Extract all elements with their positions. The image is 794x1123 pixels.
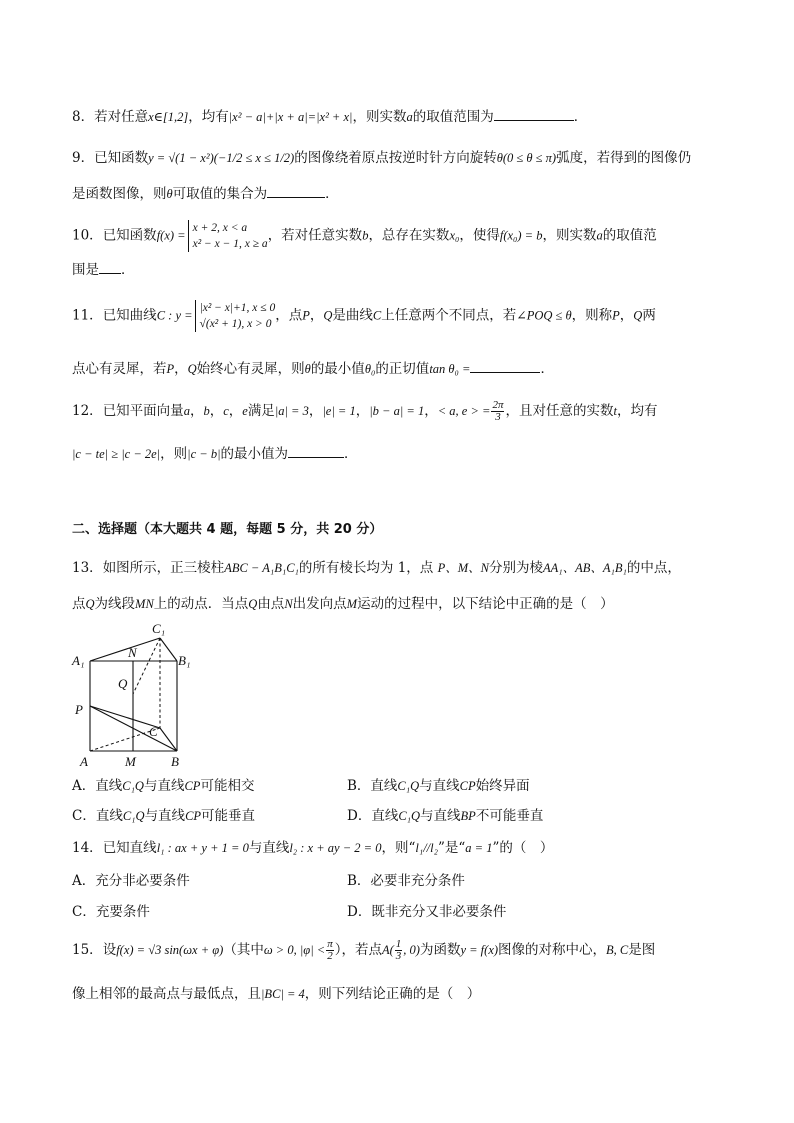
question-15-line2 (72, 983, 722, 1005)
q9-text: ． (325, 186, 339, 202)
q8-number: 8． (72, 109, 95, 125)
q15-math: y = f(x) (460, 943, 499, 957)
option-math: BP (460, 809, 476, 823)
q13-math: Q (85, 597, 95, 611)
q11-math: θ₀ (364, 362, 376, 376)
option-text: 与直线 (143, 778, 185, 794)
fraction-numerator: 1 (395, 938, 402, 950)
case-line: x + 2, x < a (192, 222, 248, 234)
q12-text: 满足 (247, 403, 275, 419)
q14-number: 14． (72, 840, 103, 856)
question-13-line2 (72, 593, 722, 615)
fraction-denominator: 2 (327, 950, 333, 962)
q13-text: 分别为棱 (488, 560, 543, 576)
q15-math: |BC| = 4 (261, 987, 305, 1001)
q9-math: θ(0 ≤ θ ≤ π) (496, 151, 557, 165)
option-math: C₁Q (398, 809, 421, 823)
q9-text: 已知函数 (94, 150, 149, 166)
q9-math: y = √(1 − x²) (148, 151, 214, 165)
label-b: B (171, 754, 179, 769)
q12-math: |b − a| = 1 (369, 404, 425, 418)
q12-math: |c − b| (187, 447, 221, 461)
q12-text: 已知平面向量 (102, 403, 184, 419)
option-d[interactable] (347, 806, 543, 826)
q11-math: tan θ₀ = (429, 362, 471, 376)
answer-blank[interactable] (470, 358, 540, 373)
q13-text: 的所有棱长均为 1，点 (298, 560, 438, 576)
q15-text: ），若点 (334, 942, 382, 958)
q11-text: 已知曲线 (102, 307, 157, 324)
option-text: 与直线 (419, 778, 460, 794)
q11-piecewise (195, 300, 276, 332)
q11-text: 点心有灵犀，若 (72, 361, 167, 377)
question-12-line2 (72, 443, 722, 465)
question-12 (72, 400, 722, 423)
q11-text: ， (174, 361, 188, 377)
option-text: C．直线 (72, 808, 123, 824)
question-9-line2 (72, 183, 722, 205)
q15-text: ，则下列结论正确的是（ ） (304, 986, 481, 1002)
q15-text: 像上相邻的最高点与最低点，且 (72, 986, 261, 1002)
q10-math: f(x) = (156, 228, 186, 243)
q13-math: ABC − A₁B₁C₁ (224, 561, 299, 575)
q15-text: 图像的对称中心， (498, 942, 607, 958)
q12-math: e (242, 404, 248, 418)
answer-blank[interactable] (99, 259, 121, 274)
q15-fraction (326, 939, 334, 962)
fraction-denominator: 3 (495, 411, 501, 423)
question-14 (72, 837, 722, 859)
case-line: |x² − x|+1, x ≤ 0 (199, 302, 276, 314)
q13-text: 出发向点 (292, 596, 347, 612)
q13-text: 的中点， (626, 560, 681, 576)
option-d[interactable]: D．既非充分又非必要条件 (347, 904, 507, 920)
q15-text: 是图 (628, 942, 656, 958)
q14-text: 与直线 (248, 840, 290, 856)
q8-text: 若对任意 (94, 109, 149, 125)
label-c1: C₁ (152, 621, 166, 636)
answer-blank[interactable] (288, 443, 344, 458)
q10-math: a (596, 228, 603, 243)
q11-math: C : y = (156, 308, 193, 323)
option-text: 与直线 (420, 808, 461, 824)
q10-text: ，若对任意实数 (267, 227, 363, 244)
q9-text: 是函数图像，则 (72, 186, 167, 202)
q13-math: N (284, 597, 293, 611)
option-text: B．直线 (347, 778, 398, 794)
q15-math: ω > 0, |φ| < (263, 943, 326, 957)
q8-text: ，均有 (188, 109, 229, 125)
q15-math: B, C (606, 943, 629, 957)
q12-fraction (491, 400, 504, 423)
q12-number: 12． (72, 403, 103, 419)
q9-text: 弧度，若得到的图像仍 (556, 150, 692, 166)
q15-math: A( (381, 943, 394, 957)
segment-c1-q (133, 638, 160, 694)
question-10 (72, 220, 722, 252)
q14-text: ”是“ (437, 840, 466, 856)
q15-fraction (395, 939, 403, 962)
q13-math: P、M、N (437, 561, 489, 575)
q11-text: ，则称 (571, 307, 613, 324)
q12-math: t (613, 404, 617, 418)
case-line: √(x² + 1), x > 0 (199, 318, 272, 330)
q15-number: 15． (72, 942, 103, 958)
q15-math: , 0) (403, 943, 420, 957)
q11-math: P (612, 308, 620, 323)
q14-text: ”的（ ） (492, 840, 554, 856)
q11-text: 始终心有灵犀，则 (196, 361, 305, 377)
q14-math: a = 1 (465, 841, 493, 855)
q10-math: b (362, 228, 369, 243)
q12-text: ，均有 (616, 403, 658, 419)
q11-math: Q (633, 308, 643, 323)
option-c[interactable]: C．充要条件 (72, 904, 150, 920)
q13-text: 点 (72, 596, 86, 612)
q8-text: ，则实数 (352, 109, 407, 125)
q12-math: |e| = 1 (322, 404, 356, 418)
q10-text: 围是 (72, 262, 99, 278)
case-line: x² − x − 1, x ≥ a (192, 238, 268, 250)
q13-text: 上的动点．当点 (153, 596, 249, 612)
fraction-numerator: 2π (492, 399, 504, 411)
q12-math: c (223, 404, 229, 418)
q13-text: 如图所示，正三棱柱 (102, 560, 225, 576)
segment-c-b (160, 728, 177, 751)
question-11 (72, 300, 722, 332)
option-text: 始终异面 (475, 778, 530, 794)
answer-blank[interactable] (494, 106, 574, 121)
q13-number: 13． (72, 560, 103, 576)
q14-math: l₂ : x + ay − 2 = 0 (289, 841, 382, 855)
q15-text: 为函数 (419, 942, 461, 958)
option-a[interactable] (72, 776, 254, 796)
q9-text: 可取值的集合为 (172, 186, 268, 202)
q11-math: P (166, 362, 175, 376)
label-a: A (80, 754, 88, 769)
q11-math: ∠POQ ≤ θ (516, 308, 572, 323)
q11-text: 的最小值 (310, 361, 365, 377)
q15-math: f(x) = √3 sin(ωx + φ) (116, 943, 224, 957)
q11-math: Q (187, 362, 197, 376)
q12-text: ，且对任意的实数 (505, 403, 614, 419)
fraction-numerator: π (327, 938, 333, 950)
q11-text: ， (309, 307, 324, 324)
q11-text: ， (619, 307, 634, 324)
question-11-line2 (72, 358, 722, 380)
label-n: N (128, 645, 137, 660)
q12-text: ， (189, 403, 204, 419)
q12-math: b (203, 404, 210, 418)
q14-text: 已知直线 (102, 840, 157, 856)
q11-text: 两 (642, 307, 656, 324)
q13-math: M (346, 597, 358, 611)
q12-text: ， (308, 403, 323, 419)
q13-math: MN (135, 597, 154, 611)
q10-text: 已知函数 (102, 227, 157, 244)
q12-math: a (183, 404, 190, 418)
q13-math: Q (248, 597, 258, 611)
q9-number: 9． (72, 150, 95, 166)
q11-text: 上任意两个不同点，若 (381, 307, 517, 324)
q12-math: |c − te| ≥ |c − 2e| (72, 447, 161, 461)
prism-figure (66, 618, 206, 770)
q15-text: （其中 (223, 942, 264, 958)
label-a1: A₁ (72, 653, 85, 668)
q14-math: l₁//l₂ (415, 841, 438, 855)
fraction-denominator: 3 (395, 950, 402, 962)
q12-text: ， (228, 403, 243, 419)
q11-math: θ (304, 362, 311, 376)
edge-a1-c1 (90, 638, 160, 661)
label-m: M (125, 754, 136, 769)
q8-math: |x² − a|+|x + a|=|x² + x| (228, 110, 353, 124)
q10-piecewise (188, 220, 268, 252)
q12-text: ， (355, 403, 370, 419)
question-13 (72, 557, 722, 579)
q13-text: 为线段 (94, 596, 136, 612)
q10-math: f(x₀) = b (499, 228, 543, 243)
q8-text: 的取值范围为 (412, 109, 494, 125)
q10-text: ，总存在实数 (368, 227, 450, 244)
q8-text: ． (573, 109, 588, 125)
q9-text: 的图像绕着原点按逆时针方向旋转 (294, 150, 497, 166)
q10-text: 的取值范 (602, 227, 657, 244)
q12-text: ， (209, 403, 224, 419)
option-math: C₁Q (122, 809, 145, 823)
q9-math: (−1/2 ≤ x ≤ 1/2) (213, 151, 295, 165)
question-8 (72, 106, 722, 128)
q11-number: 11． (72, 307, 103, 324)
label-q: Q (118, 676, 128, 691)
q10-text: ，则实数 (542, 227, 597, 244)
question-10-line2 (72, 259, 722, 281)
option-text: 与直线 (144, 808, 186, 824)
q11-math: P (302, 308, 310, 323)
q9-math: θ (166, 187, 173, 201)
q8-math: x∈[1,2] (148, 110, 189, 124)
edge-c1-b1 (160, 638, 177, 661)
q13-math: AA₁、AB、A₁B₁ (542, 561, 627, 575)
option-math: C₁Q (397, 779, 420, 793)
option-math: CP (459, 779, 476, 793)
section-heading: 二、选择题（本大题共 4 题，每题 5 分，共 20 分） (72, 522, 383, 537)
question-9 (72, 147, 722, 169)
q11-text: 的正切值 (375, 361, 430, 377)
q8-math: a (406, 110, 413, 124)
q11-text: 是曲线 (332, 307, 373, 324)
q10-text: ． (121, 262, 135, 278)
q12-text: ，则 (160, 446, 188, 462)
option-text: 可能相交 (200, 778, 255, 794)
option-text: 不可能垂直 (475, 808, 544, 824)
option-math: C₁Q (122, 779, 144, 793)
q10-math: x₀ (449, 228, 460, 243)
option-b[interactable] (347, 776, 530, 796)
q12-text: ． (344, 446, 358, 462)
q13-text: 由点 (257, 596, 285, 612)
option-a[interactable]: A．充分非必要条件 (72, 873, 190, 889)
q11-text: ，点 (275, 307, 303, 324)
q13-text: 运动的过程中，以下结论中正确的是（ ） (357, 596, 614, 612)
q11-math: Q (323, 308, 333, 323)
answer-blank[interactable] (267, 183, 325, 198)
option-c[interactable] (72, 806, 255, 826)
q14-math: l₁ : ax + y + 1 = 0 (156, 841, 249, 855)
label-b1: B₁ (178, 653, 191, 668)
question-15 (72, 939, 722, 962)
q12-text: ， (424, 403, 438, 419)
option-math: CP (185, 809, 202, 823)
option-text: 可能垂直 (201, 808, 256, 824)
q12-math: |a| = 3 (274, 404, 309, 418)
option-math: CP (184, 779, 201, 793)
option-b[interactable]: B．必要非充分条件 (347, 873, 465, 889)
label-c: C (149, 724, 158, 739)
label-p: P (75, 702, 83, 717)
q11-text: ． (540, 361, 554, 377)
q11-math: C (372, 308, 382, 323)
option-text: D．直线 (347, 808, 399, 824)
q12-text: 的最小值为 (220, 446, 289, 462)
option-text: A．直线 (72, 778, 123, 794)
q10-number: 10． (72, 227, 103, 244)
q12-math: < a, e > = (437, 404, 491, 418)
q10-text: ，使得 (459, 227, 500, 244)
q15-text: 设 (102, 942, 117, 958)
q14-text: ，则“ (381, 840, 416, 856)
